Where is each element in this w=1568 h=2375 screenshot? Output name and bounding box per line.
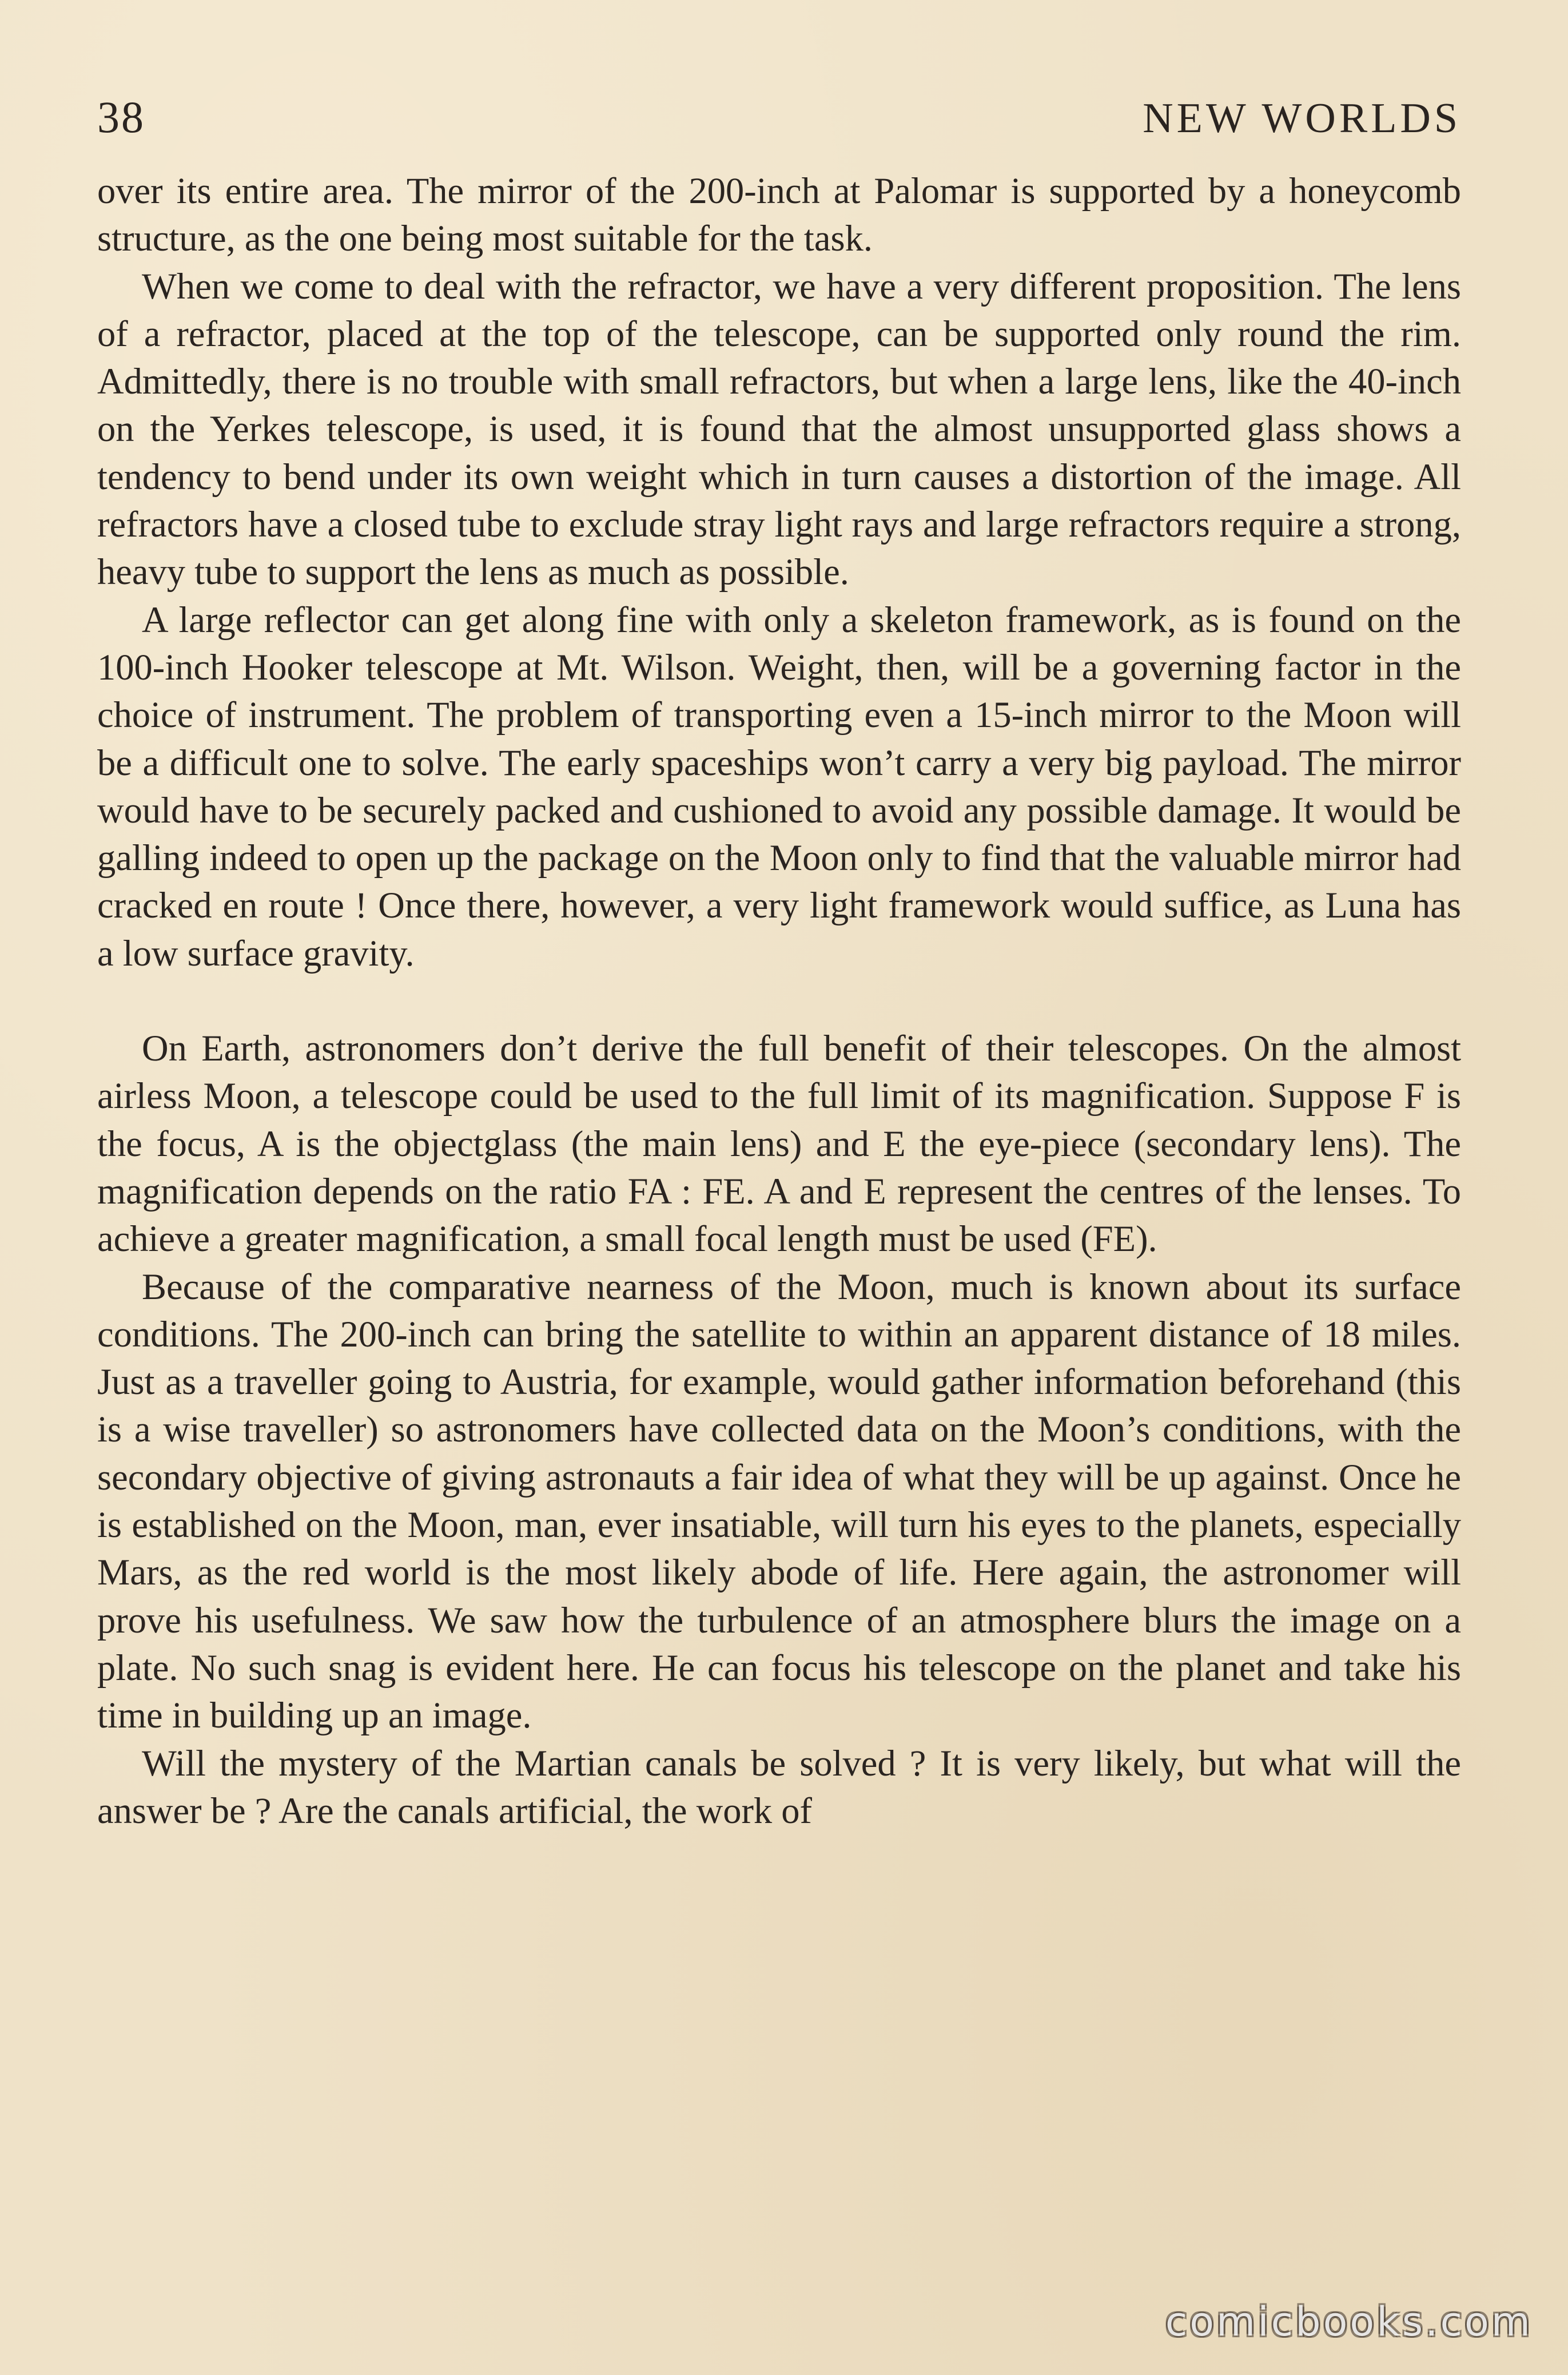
- running-title: NEW WORLDS: [1143, 95, 1461, 142]
- book-page: [97, 92, 1461, 1834]
- paragraph: over its entire area. The mirror of the 200-inch at Palomar is supported by a honeycomb structure, as the one being most suitable for the task.: [97, 170, 1461, 259]
- paragraph: When we come to deal with the refractor, we have a very different proposition. The lens of a refractor, placed at the top of the telescope, can be supported only round the rim. Admittedly, there is no trouble with small refractors, but when a large lens, like the 40-inch on the Yerkes telescope, is used, it is found that the almost unsupported glass shows a tendency to bend under its own weight which in turn causes a distortion of the image. All refractors have a closed tube to exclude stray light rays and large refractors require a strong, heavy tube to support the lens as much as possible.: [97, 265, 1461, 593]
- paragraph: On Earth, astronomers don’t derive the full benefit of their telescopes. On the almost airless Moon, a telescope could be used to the full limit of its magnification. Suppose F is the focus, A is the objectglass (the main lens) and E the eye-piece (secondary lens). The magnification depends on the ratio FA : FE. A and E represent the centres of the lenses. To achieve a greater magnification, a small focal length must be used (FE).: [97, 1028, 1461, 1260]
- paragraph: Will the mystery of the Martian canals be solved ? It is very likely, but what will the answer be ? Are the canals artificial, the work of: [97, 1742, 1461, 1831]
- watermark: comicbooks.com: [1165, 2298, 1533, 2345]
- paragraph: Because of the comparative nearness of the Moon, much is known about its surface conditions. The 200-inch can bring the satellite to within an apparent distance of 18 miles. Just as a traveller going to Austria, for example, would gather information beforehand (this is a wise traveller) so astronomers have collected data on the Moon’s conditions, with the secondary objective of giving astronauts a fair idea of what they will be up against. Once he is established on the Moon, man, ever insatiable, will turn his eyes to the planets, especially Mars, as the red world is the most likely abode of life. Here again, the astronomer will prove his usefulness. We saw how the turbulence of an atmosphere blurs the image on a plate. No such snag is evident here. He can focus his telescope on the planet and take his time in building up an image.: [97, 1266, 1461, 1736]
- body-text: [97, 167, 1461, 1834]
- paragraph: A large reflector can get along fine with only a skeleton framework, as is found on the 100-inch Hooker telescope at Mt. Wilson. Weight, then, will be a governing factor in the choice of instrument. The problem of transporting even a 15-inch mirror to the Moon will be a difficult one to solve. The early spaceships won’t carry a very big payload. The mirror would have to be securely packed and cushioned to avoid any possible damage. It would be galling indeed to open up the package on the Moon only to find that the valuable mirror had cracked en route ! Once there, however, a very light framework would suffice, as Luna has a low surface gravity.: [97, 599, 1461, 974]
- page-number: 38: [97, 92, 145, 142]
- running-head: [97, 92, 1461, 154]
